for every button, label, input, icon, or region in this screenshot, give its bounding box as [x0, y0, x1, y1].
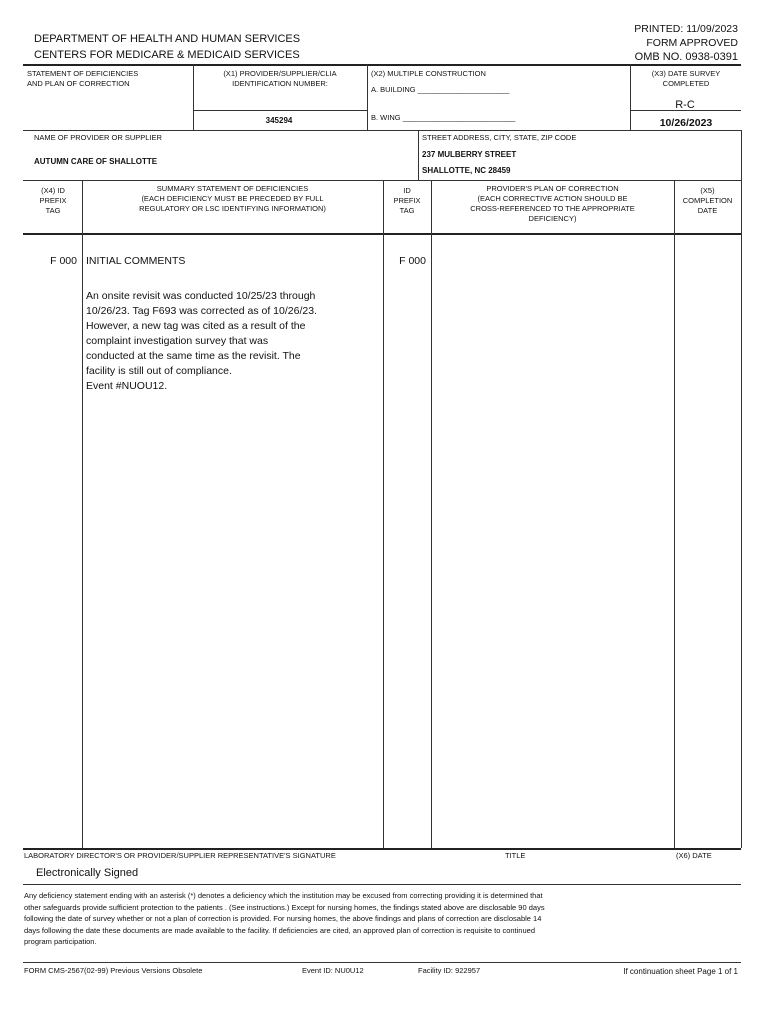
facility-id: Facility ID: 922957	[418, 966, 481, 975]
electronic-signature: Electronically Signed	[36, 867, 139, 879]
entry-title: INITIAL COMMENTS	[86, 255, 186, 267]
disclaimer: Any deficiency statement ending with an asterisk (*) denotes a deficiency which the institution may be excused from correcting providing it is determined that other safeguards provide sufficient protection to the patients . (See instructions.) Except for nursing homes, the findings stated above are disclosable 90 days following the date of survey whether or not a plan of correction is provided. For nursing homes, the above findings and plans of correction are disclosable 14 days following the date these documents are made available to the facility. If deficiencies are cited, an approved plan of correction is requisite to continued program participation.	[24, 891, 545, 946]
department-line-1: DEPARTMENT OF HEALTH AND HUMAN SERVICES	[34, 33, 301, 45]
omb-number: OMB NO. 0938-0391	[634, 51, 738, 63]
plan-header: PROVIDER'S PLAN OF CORRECTION (EACH CORRECTIVE ACTION SHOULD BE CROSS-REFERENCED TO THE APPROPRIATE DEFICIENCY)	[470, 184, 635, 223]
summary-header: SUMMARY STATEMENT OF DEFICIENCIES (EACH DEFICIENCY MUST BE PRECEDED BY FULL REGULATORY OR LSC IDENTIFYING INFORMATION)	[139, 184, 326, 213]
divider	[23, 180, 741, 181]
x5-header: (X5) COMPLETION DATE	[682, 186, 733, 215]
provider-name-label: NAME OF PROVIDER OR SUPPLIER	[34, 133, 162, 142]
divider	[418, 130, 419, 180]
column-line	[383, 180, 384, 848]
city-state-zip: SHALLOTTE, NC 28459	[422, 166, 511, 175]
x2-label: (X2) MULTIPLE CONSTRUCTION	[371, 69, 486, 78]
wing-label: B. WING ___________________________	[371, 113, 516, 122]
divider	[23, 884, 741, 885]
divider	[193, 64, 194, 130]
provider-name: AUTUMN CARE OF SHALLOTTE	[34, 157, 158, 166]
divider	[741, 130, 742, 180]
signature-top-border	[23, 848, 741, 850]
title-label: TITLE	[505, 851, 526, 860]
top-border	[23, 64, 741, 66]
column-line	[741, 180, 742, 848]
street-address: 237 MULBERRY STREET	[422, 150, 517, 159]
x3-date: 10/26/2023	[659, 117, 713, 129]
building-label: A. BUILDING ______________________	[371, 85, 510, 94]
entry-id-tag: F 000	[399, 255, 426, 267]
column-line	[82, 180, 83, 848]
x3-label: (X3) DATE SURVEY COMPLETED	[651, 69, 721, 88]
form-approved: FORM APPROVED	[646, 37, 738, 49]
x1-label: (X1) PROVIDER/SUPPLIER/CLIA IDENTIFICATION NUMBER:	[223, 69, 337, 88]
divider	[367, 64, 368, 130]
header-bottom-border	[23, 233, 741, 235]
column-line	[674, 180, 675, 848]
department-line-2: CENTERS FOR MEDICARE & MEDICAID SERVICES	[34, 49, 300, 61]
director-signature-label: LABORATORY DIRECTOR'S OR PROVIDER/SUPPLIER REPRESENTATIVE'S SIGNATURE	[24, 851, 336, 860]
column-line	[431, 180, 432, 848]
statement-label: STATEMENT OF DEFICIENCIES AND PLAN OF CORRECTION	[27, 69, 139, 88]
continuation-page: If continuation sheet Page 1 of 1	[623, 967, 738, 976]
divider	[193, 110, 367, 111]
printed-date: PRINTED: 11/09/2023	[634, 23, 738, 35]
divider	[630, 64, 631, 130]
x4-header: (X4) ID PREFIX TAG	[39, 186, 67, 215]
address-label: STREET ADDRESS, CITY, STATE, ZIP CODE	[422, 133, 577, 142]
entry-tag: F 000	[50, 255, 77, 267]
event-id: Event ID: NU0U12	[302, 966, 364, 975]
form-id: FORM CMS-2567(02-99) Previous Versions Obsolete	[24, 966, 203, 975]
id-header: ID PREFIX TAG	[393, 186, 421, 215]
date-label: (X6) DATE	[676, 851, 712, 860]
entry-text: An onsite revisit was conducted 10/25/23 through 10/26/23. Tag F693 was corrected as of 10/26/23. However, a new tag was cited as a result of the complaint investigation survey that was conducted at the same time as the revisit. The facility is still out of compliance. Event #NUOU12.	[86, 290, 317, 392]
x3-code: R-C	[675, 99, 695, 111]
divider	[23, 962, 741, 963]
x1-value: 345294	[265, 116, 293, 125]
